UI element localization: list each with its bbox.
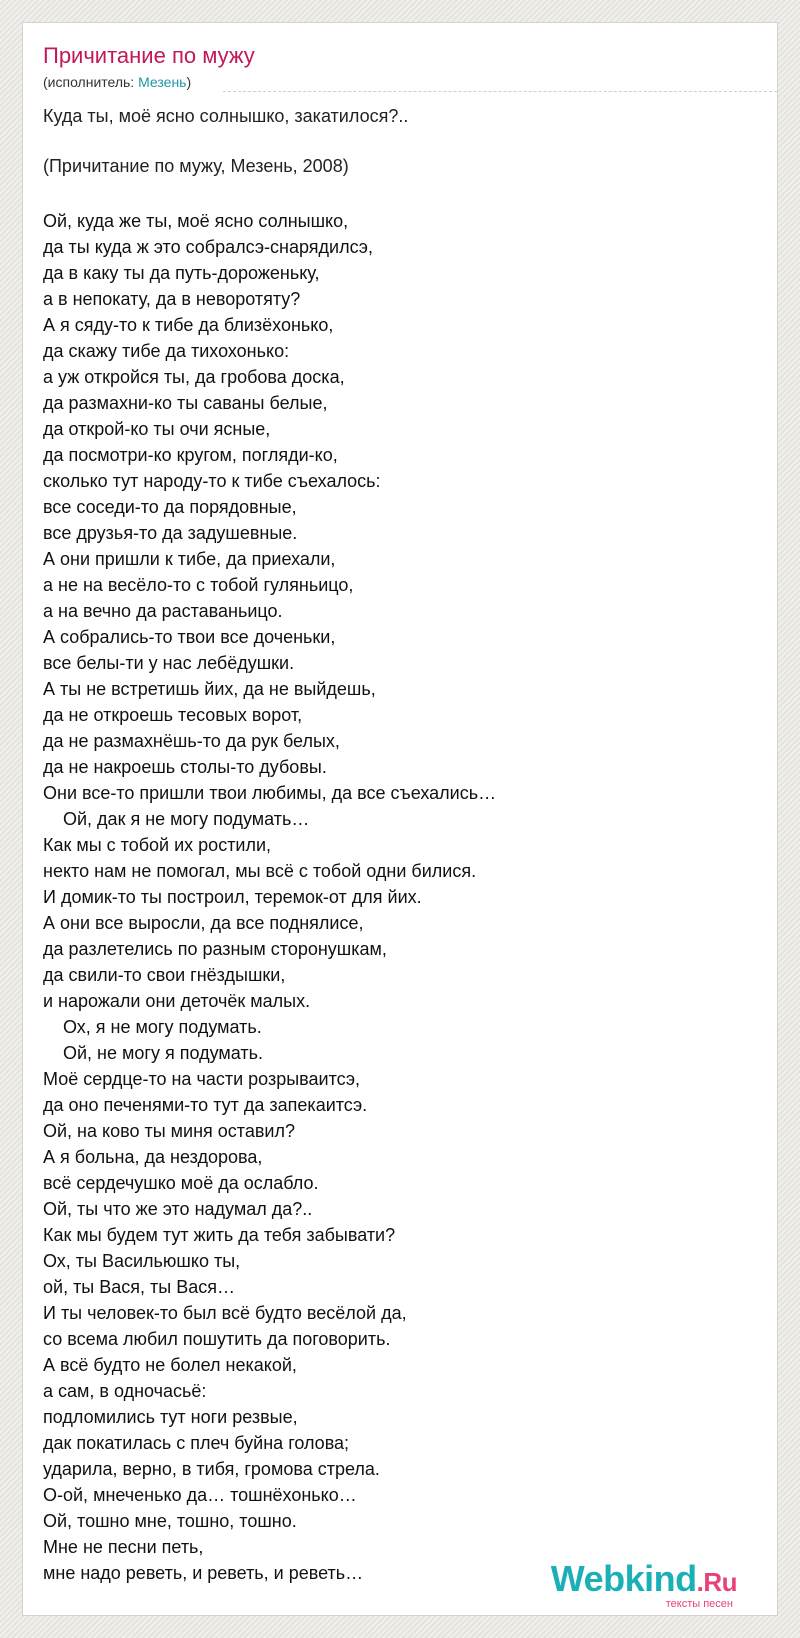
lyric-line: да не откроешь тесовых ворот, bbox=[43, 705, 303, 725]
lyric-line: Мне не песни петь, bbox=[43, 1537, 204, 1557]
performer-link[interactable]: Мезень bbox=[138, 74, 187, 90]
logo-wordmark bbox=[551, 1560, 737, 1601]
lyric-line: да не размахнёшь-то да рук белых, bbox=[43, 731, 340, 751]
lyric-line: да открой-ко ты очи ясные, bbox=[43, 419, 271, 439]
lyric-line: Ой, не могу я подумать. bbox=[63, 1043, 263, 1063]
lyric-line: ой, ты Вася, ты Вася… bbox=[43, 1277, 235, 1297]
lyric-line: А собрались-то твои все доченьки, bbox=[43, 627, 336, 647]
lyric-line: А ты не встретишь йих, да не выйдешь, bbox=[43, 679, 376, 699]
lyric-line: всё сердечушко моё да ослабло. bbox=[43, 1173, 319, 1193]
lyric-line: да оно печенями-то тут да запекаитсэ. bbox=[43, 1095, 368, 1115]
lyric-line: да ты куда ж это собралсэ-снарядилсэ, bbox=[43, 237, 373, 257]
logo-tld: .Ru bbox=[696, 1567, 737, 1597]
lyric-line: Они все-то пришли твои любимы, да все съехались… bbox=[43, 783, 497, 803]
lyric-line: Ой, дак я не могу подумать… bbox=[63, 809, 310, 829]
lyric-line: а уж откройся ты, да гробова доска, bbox=[43, 367, 345, 387]
lyric-line: все друзья-то да задушевные. bbox=[43, 523, 298, 543]
lyric-line: а на вечно да раставаньицо. bbox=[43, 601, 283, 621]
lyric-line: А я больна, да нездорова, bbox=[43, 1147, 263, 1167]
logo-brand: Webkind bbox=[550, 1558, 697, 1599]
performer-prefix: (исполнитель: bbox=[43, 74, 139, 90]
lyric-line: а в непокату, да в неворотяту? bbox=[43, 289, 301, 309]
logo-tagline: тексты песен bbox=[665, 1598, 733, 1610]
lyric-line: Как мы с тобой их ростили, bbox=[43, 835, 272, 855]
lyric-line: да не накроешь столы-то дубовы. bbox=[43, 757, 327, 777]
lyrics-card bbox=[22, 22, 778, 1616]
lyric-line: Ох, я не могу подумать. bbox=[63, 1017, 262, 1037]
lyric-line: да размахни-ко ты саваны белые, bbox=[43, 393, 328, 413]
lyric-line: дак покатилась с плеч буйна голова; bbox=[43, 1433, 350, 1453]
webkind-logo[interactable] bbox=[551, 1560, 737, 1610]
lyrics-text bbox=[43, 208, 758, 1586]
lyric-line: Моё сердце-то на части розрываитсэ, bbox=[43, 1069, 361, 1089]
header-divider bbox=[223, 91, 777, 92]
performer-suffix: ) bbox=[186, 74, 192, 90]
lyric-line: Ой, ты что же это надумал да?.. bbox=[43, 1199, 313, 1219]
lyric-line: все белы-ти у нас лебёдушки. bbox=[43, 653, 295, 673]
lyric-line: сколько тут народу-то к тибе съехалось: bbox=[43, 471, 381, 491]
song-source-line: (Причитание по мужу, Мезень, 2008) bbox=[43, 156, 349, 176]
lyric-line: а не на весёло-то с тобой гуляньицо, bbox=[43, 575, 354, 595]
lyric-line: да скажу тибе да тихохонько: bbox=[43, 341, 290, 361]
lyric-line: да посмотри-ко кругом, погляди-ко, bbox=[43, 445, 338, 465]
lyric-line: подломились тут ноги резвые, bbox=[43, 1407, 298, 1427]
lyric-line: ударила, верно, в тибя, громова стрела. bbox=[43, 1459, 380, 1479]
lyric-line: а сам, в одночасьё: bbox=[43, 1381, 207, 1401]
lyric-line: Ой, на ково ты миня оставил? bbox=[43, 1121, 295, 1141]
lyric-line: Ой, куда же ты, моё ясно солнышко, bbox=[43, 211, 349, 231]
lyric-line: И домик-то ты построил, теремок-от для йих. bbox=[43, 887, 422, 907]
lyric-line: да свили-то свои гнёздышки, bbox=[43, 965, 286, 985]
lyric-line: А я сяду-то к тибе да близёхонько, bbox=[43, 315, 334, 335]
lyric-line: все соседи-то да порядовные, bbox=[43, 497, 297, 517]
lyric-line: А они пришли к тибе, да приехали, bbox=[43, 549, 336, 569]
lyric-line: Ой, тошно мне, тошно, тошно. bbox=[43, 1511, 297, 1531]
lyric-line: А всё будто не болел некакой, bbox=[43, 1355, 297, 1375]
lyric-line: некто нам не помогал, мы всё с тобой одни билися. bbox=[43, 861, 477, 881]
lyric-line: Как мы будем тут жить да тебя забывати? bbox=[43, 1225, 396, 1245]
performer-line bbox=[43, 73, 191, 91]
lyric-line: да разлетелись по разным сторонушкам, bbox=[43, 939, 387, 959]
lyric-line: и нарожали они деточёк малых. bbox=[43, 991, 311, 1011]
song-subtitle: Куда ты, моё ясно солнышко, закатилося?.. bbox=[43, 106, 409, 126]
lyric-line: да в каку ты да путь-дороженьку, bbox=[43, 263, 320, 283]
lyric-line: мне надо реветь, и реветь, и реветь… bbox=[43, 1563, 364, 1583]
lyric-line: И ты человек-то был всё будто весёлой да, bbox=[43, 1303, 407, 1323]
lyric-line: со всема любил пошутить да поговорить. bbox=[43, 1329, 391, 1349]
song-title: Причитание по мужу bbox=[43, 43, 255, 68]
lyric-line: Ох, ты Васильюшко ты, bbox=[43, 1251, 241, 1271]
lyric-line: О-ой, мнеченько да… тошнёхонько… bbox=[43, 1485, 357, 1505]
lyric-line: А они все выросли, да все поднялисе, bbox=[43, 913, 364, 933]
